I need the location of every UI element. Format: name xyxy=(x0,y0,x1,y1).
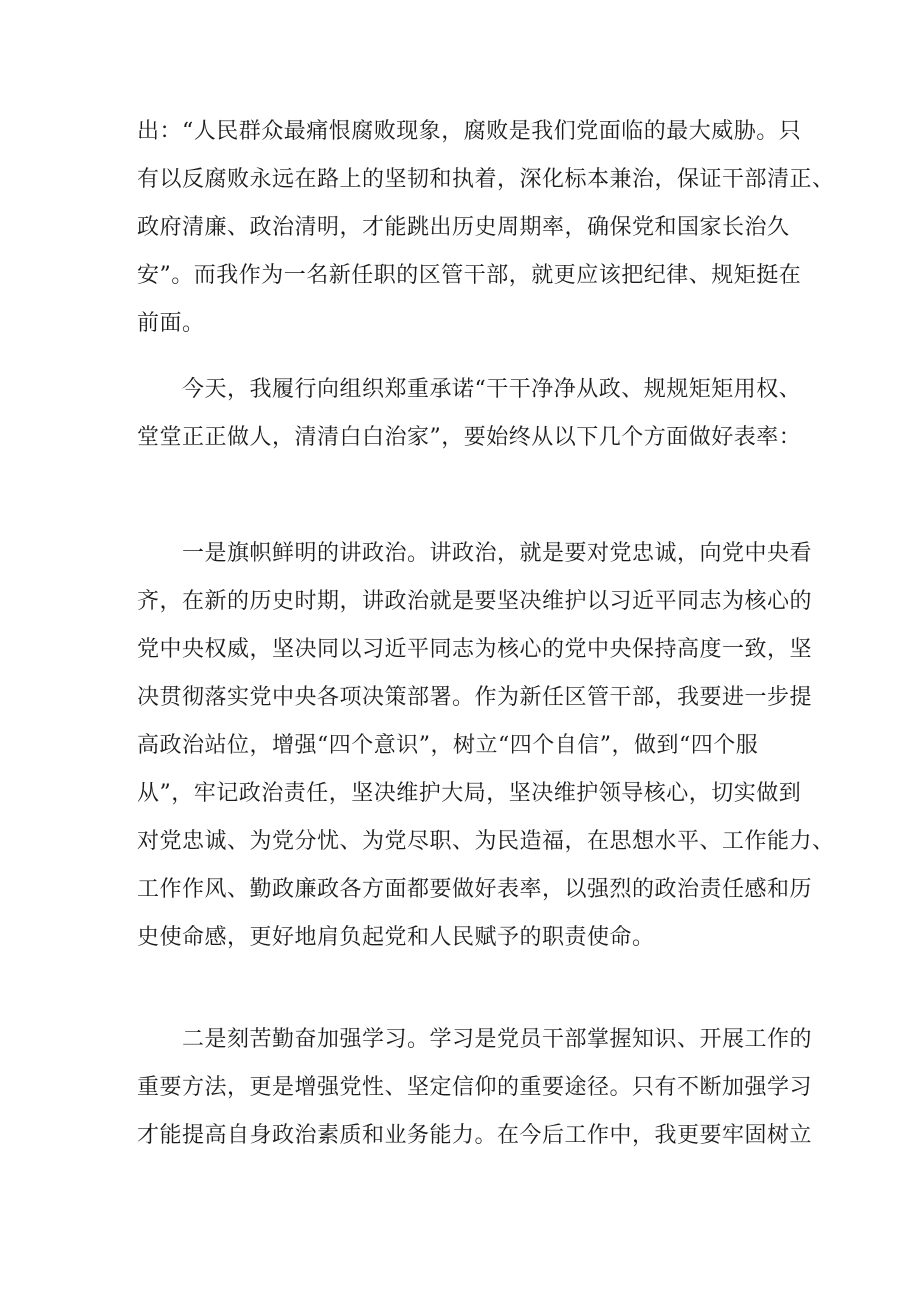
text-line: 史使命感，更好地肩负起党和人民赋予的职责使命。 xyxy=(137,925,655,950)
text-line: 对党忠诚、为党分忧、为党尽职、为民造福，在思想水平、工作能力、 xyxy=(137,829,835,854)
text-line: 安”。而我作为一名新任职的区管干部，就更应该把纪律、规矩挺在 xyxy=(137,263,802,288)
text-line: 决贯彻落实党中央各项决策部署。作为新任区管干部，我要进一步提 xyxy=(137,685,813,710)
text-line: 才能提高自身政治素质和业务能力。在今后工作中，我更要牢固树立 xyxy=(137,1123,813,1148)
text-line: 二是刻苦勤奋加强学习。学习是党员干部掌握知识、开展工作的 xyxy=(137,1027,813,1052)
text-line: 出：“人民群众最痛恨腐败现象，腐败是我们党面临的最大威胁。只 xyxy=(137,119,802,144)
text-line: 从”，牢记政治责任，坚决维护大局，坚决维护领导核心，切实做到 xyxy=(137,781,802,806)
paragraph-quote-anticorruption xyxy=(137,108,835,348)
paragraph-study xyxy=(137,1016,813,1160)
text-line: 前面。 xyxy=(137,311,205,336)
text-line: 工作作风、勤政廉政各方面都要做好表率，以强烈的政治责任感和历 xyxy=(137,877,813,902)
paragraph-politics xyxy=(137,530,835,962)
text-line: 堂堂正正做人，清清白白治家”，要始终从以下几个方面做好表率： xyxy=(137,425,802,450)
text-line: 有以反腐败永远在路上的坚韧和执着，深化标本兼治，保证干部清正、 xyxy=(137,167,835,192)
text-line: 今天，我履行向组织郑重承诺“干干净净从政、规规矩矩用权、 xyxy=(137,377,802,402)
text-line: 党中央权威，坚决同以习近平同志为核心的党中央保持高度一致，坚 xyxy=(137,637,813,662)
text-line: 重要方法，更是增强党性、坚定信仰的重要途径。只有不断加强学习 xyxy=(137,1075,813,1100)
text-line: 政府清廉、政治清明，才能跳出历史周期率，确保党和国家长治久 xyxy=(137,215,790,240)
paragraph-commitment xyxy=(137,366,802,462)
text-line: 齐，在新的历史时期，讲政治就是要坚决维护以习近平同志为核心的 xyxy=(137,589,813,614)
text-line: 一是旗帜鲜明的讲政治。讲政治，就是要对党忠诚，向党中央看 xyxy=(137,541,813,566)
text-line: 高政治站位，增强“四个意识”，树立“四个自信”，做到“四个服 xyxy=(137,733,759,758)
